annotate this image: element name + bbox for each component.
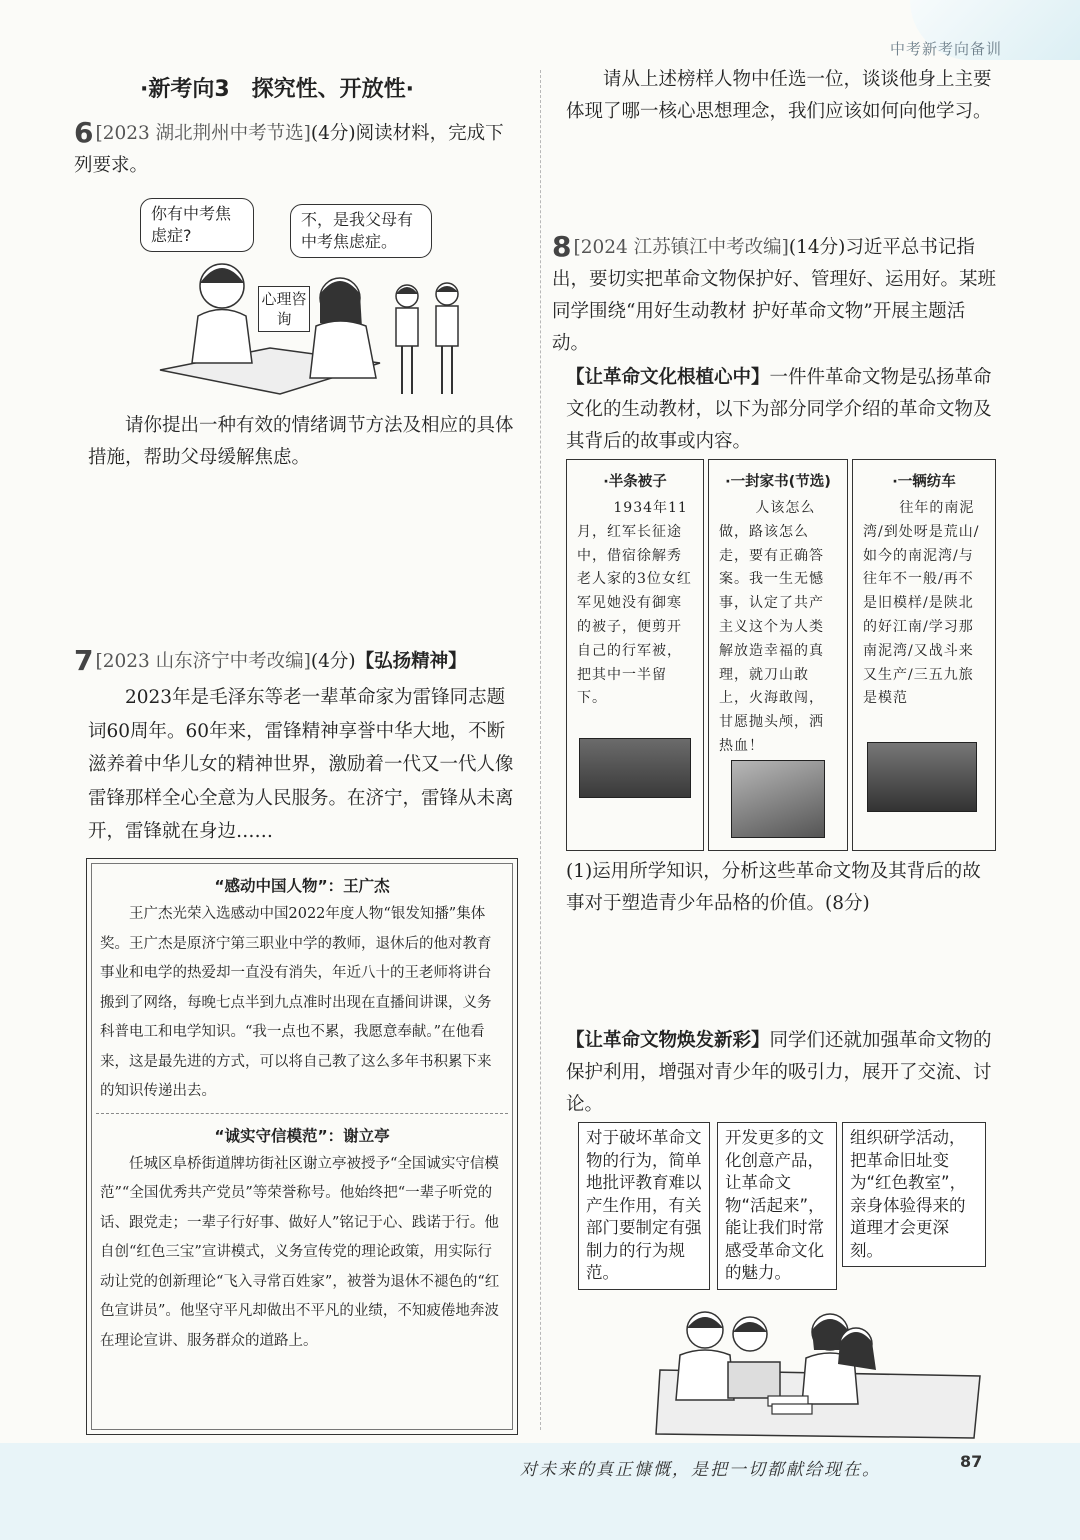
q7-story-box <box>86 858 518 1435</box>
footer-motto: 对未来的真正慷慨，是把一切都献给现在。 <box>520 1460 881 1480</box>
discussion-illustration <box>650 1300 990 1440</box>
q6-header <box>74 117 522 182</box>
story-separator <box>96 1113 508 1114</box>
q7-number: 7 <box>74 644 94 677</box>
q8-part1-text: 一件件革命文物是弘扬革命文化的生动教材，以下为部分同学介绍的革命文物及其背后的故事或内容。 <box>566 367 992 452</box>
section-title: ·新考向3 探究性、开放性· <box>140 77 415 102</box>
q7-story-inner <box>91 863 513 1430</box>
relic-wheel-text: 往年的南泥湾/到处呀是荒山/如今的南泥湾/与往年不一般/再不是旧模样/是陕北的好江南/学习那南泥湾/又战斗来又生产/三五九旅是模范 <box>863 500 980 707</box>
header-tag: 中考新考向备训 <box>889 40 1002 58</box>
q7-intro: 2023年是毛泽东等老一辈革命家为雷锋同志题词60周年。60年来，雷锋精神享誉中华大地，不断滋养着中华儿女的精神世界，激励着一代又一代人像雷锋那样全心全意为人民服务。在济宁，雷锋从未离开，雷锋就在身边…… <box>88 687 514 842</box>
counseling-illustration <box>140 198 480 398</box>
relic-card-spinning-wheel <box>852 459 996 851</box>
q7-prompt: 请从上述榜样人物中任选一位，谈谈他身上主要体现了哪一核心思想理念，我们应该如何向他学习。 <box>566 69 992 122</box>
relic-letter-title: ·一封家书(节选) <box>725 474 831 490</box>
counseling-sign: 心理咨询 <box>258 286 310 332</box>
q6-prompt: 请你提出一种有效的情绪调节方法及相应的具体措施，帮助父母缓解焦虑。 <box>88 415 514 468</box>
relic-card-quilt <box>566 459 704 851</box>
relic-letter-text: 人该怎么做，路该怎么走，要有正确答案。我一生无憾事，认定了共产主义这个为人类解放造幸福的真理，就刀山敢上，火海敢闯，甘愿抛头颅，洒热血！ <box>719 500 824 754</box>
q8-intro: (14分)习近平总书记指出，要切实把革命文物保护好、管理好、运用好。某班同学围绕“用好生动教材 护好革命文物”开展主题活动。 <box>552 237 997 354</box>
q6-number: 6 <box>74 116 94 149</box>
speech-bubble-left: 你有中考焦虑症? <box>140 198 254 252</box>
relic-wheel-photo <box>867 742 977 812</box>
speech-bubble-right: 不，是我父母有中考焦虑症。 <box>290 204 432 258</box>
relic-wheel-title: ·一辆纺车 <box>892 474 956 490</box>
q8-part2-tag: 【让革命文物焕发新彩】 <box>566 1030 770 1051</box>
q7-score: (4分) <box>310 651 356 672</box>
relic-quilt-text: 1934年11月，红军长征途中，借宿徐解秀老人家的3位女红军见她没有御寒的被子，便剪开自己的行军被，把其中一半留下。 <box>577 500 692 707</box>
story1-text: 王广杰光荣入选感动中国2022年度人物“银发知播”集体奖。王广杰是原济宁第三职业中学的教师，退休后的他对教育事业和电学的热爱却一直没有消失，年近八十的王老师将讲台搬到了网络，每晚七点半到九点准时出现在直播间讲课，义务科普电工和电学知识。“我一点也不累，我愿意奉献。”在他看来，这是最先进的方式，可以将自己教了这么多年书积累下来的知识传递出去。 <box>100 906 492 1099</box>
q8-part1 <box>566 362 998 458</box>
q8-number: 8 <box>552 230 572 263</box>
relic-letter-photo <box>731 760 825 838</box>
q8-part2 <box>566 1025 998 1121</box>
q7-header <box>74 645 522 678</box>
q8-part1-tag: 【让革命文化根植心中】 <box>566 367 770 388</box>
q6-source: [2023 湖北荆州中考节选] <box>95 123 311 144</box>
speech-box-2: 开发更多的文化创意产品，让革命文物“活起来”，能让我们时常感受革命文化的魅力。 <box>717 1122 837 1290</box>
q8-header <box>552 231 998 360</box>
q7-tag: 【弘扬精神】 <box>355 651 467 672</box>
q7-source: [2023 山东济宁中考改编] <box>95 651 311 672</box>
column-divider <box>540 70 541 1430</box>
q8-part2-text: 同学们还就加强革命文物的保护利用，增强对青少年的吸引力，展开了交流、讨论。 <box>566 1030 992 1115</box>
story2-text: 任城区阜桥街道牌坊街社区谢立亭被授予“全国诚实守信模范”“全国优秀共产党员”等荣誉称号。他始终把“一辈子听党的话、跟党走；一辈子行好事、做好人”铭记于心、践诺于行。他自创“红色三宝”宣讲模式，义务宣传党的理论政策，用实际行动让党的创新理论“飞入寻常百姓家”，被誉为退休不褪色的“红色宣讲员”。他坚守平凡却做出不平凡的业绩，不知疲倦地奔波在理论宣讲、服务群众的道路上。 <box>100 1155 500 1349</box>
story2-title: “诚实守信模范”：谢立亭 <box>214 1126 390 1145</box>
relic-quilt-photo <box>579 738 691 798</box>
page-number: 87 <box>960 1452 983 1471</box>
speech-box-3: 组织研学活动，把革命旧址变为“红色教室”，亲身体验得来的道理才会更深刻。 <box>842 1122 986 1267</box>
q8-source: [2024 江苏镇江中考改编] <box>573 237 789 258</box>
relic-card-letter <box>708 459 848 851</box>
relic-quilt-title: ·半条被子 <box>603 474 667 490</box>
q8-sub1: (1)运用所学知识，分析这些革命文物及其背后的故事对于塑造青少年品格的价值。(8分) <box>566 861 981 914</box>
q6-body: (4分)阅读材料，完成下列要求。 <box>74 123 504 176</box>
story1-title: “感动中国人物”：王广杰 <box>214 877 390 895</box>
speech-box-1: 对于破坏革命文物的行为，简单地批评教育难以产生作用，有关部门要制定有强制力的行为规范。 <box>578 1122 710 1290</box>
q6-cartoon <box>140 198 480 398</box>
